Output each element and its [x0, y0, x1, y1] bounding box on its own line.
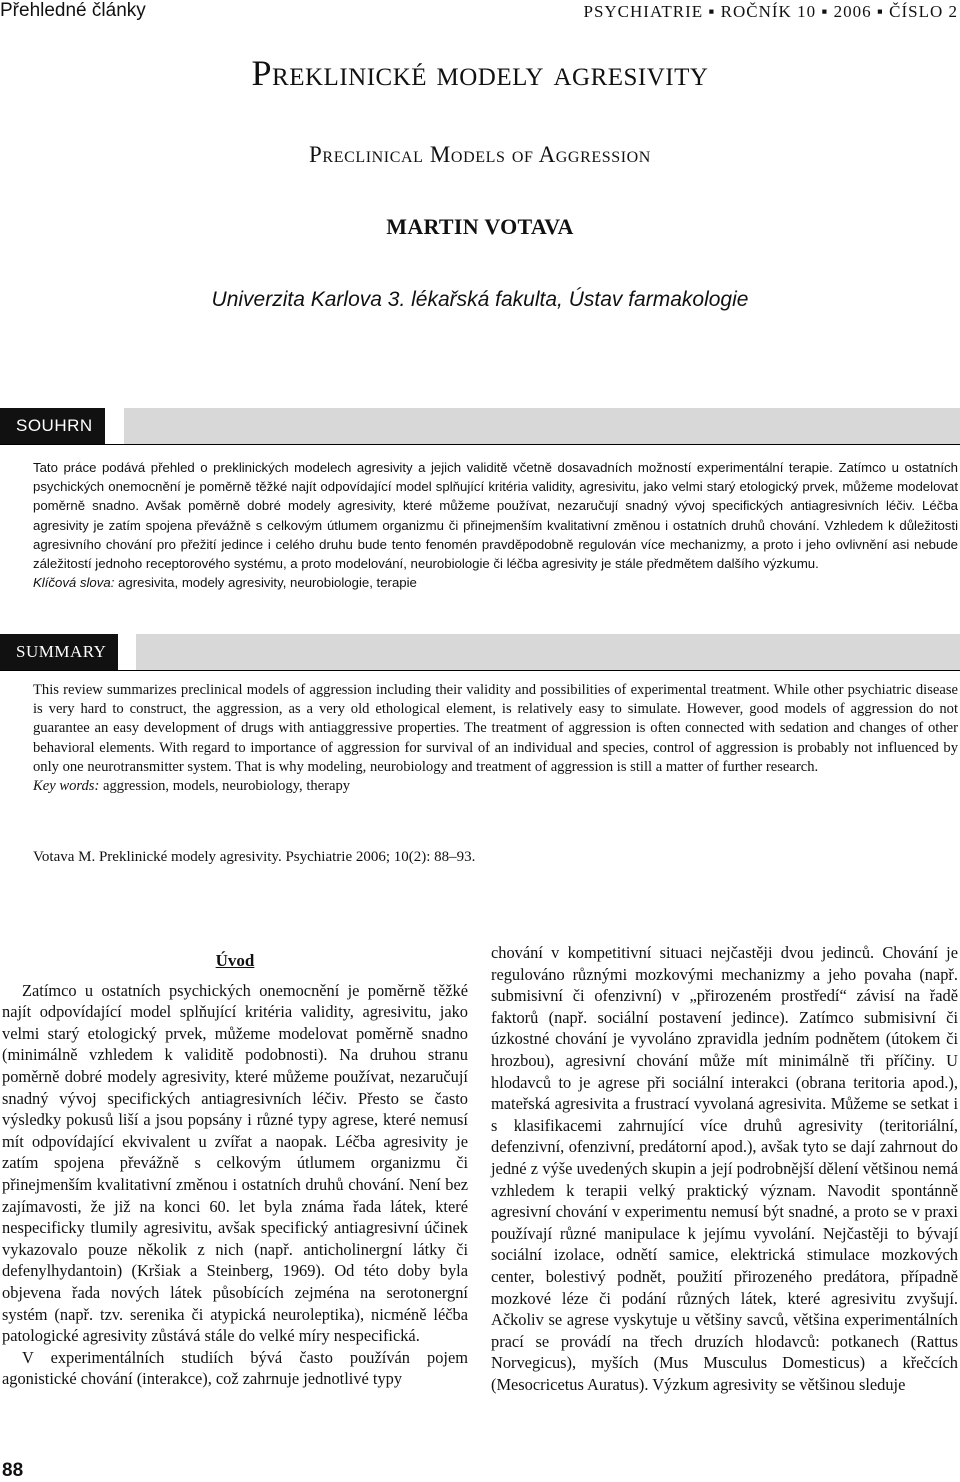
body-left-column	[2, 942, 468, 1390]
summary-label: SUMMARY	[0, 634, 118, 670]
left-paragraph-2: V experimentálních studiích bývá často používán pojem agonistické chování (interakce), což zahrnuje jednotlivé typy	[2, 1347, 468, 1389]
article-title: Preklinické modely agresivity	[251, 53, 709, 93]
affiliation: Univerzita Karlova 3. lékařská fakulta, Ústav farmakologie	[211, 288, 749, 311]
citation: Votava M. Preklinické modely agresivity. Psychiatrie 2006; 10(2): 88–93.	[33, 849, 476, 865]
author-name: MARTIN VOTAVA	[386, 214, 574, 239]
summary-keywords	[33, 777, 958, 796]
summary-bar	[0, 634, 960, 671]
summary-abstract	[33, 681, 958, 796]
article-title-english: Preclinical Models of Aggression	[309, 142, 651, 167]
page-number: 88	[2, 1460, 24, 1481]
souhrn-label: SOUHRN	[0, 408, 105, 444]
souhrn-bar-fill	[124, 408, 960, 444]
souhrn-keywords-label: Klíčová slova:	[33, 575, 115, 591]
souhrn-abstract	[33, 458, 958, 592]
summary-keywords-value: aggression, models, neurobiology, therapy	[103, 778, 351, 795]
souhrn-bar	[0, 408, 960, 445]
section-label: Přehledné články	[0, 0, 146, 21]
left-paragraph-1: Zatímco u ostatních psychických onemocnění je poměrně těžké najít odpovídající model splňující kritéria validity, agresivitu, jako velmi starý etologický prvek, můžeme modelovat poměrně snadno (minimálně vzhledem k validitě podobnosti). Na druhou stranu poměrně dobré modely agresivity, které můžeme používat, nezaručují snadný vývoj specifických antiagresivních léčiv. Přesto se často výsledky pokusů liší a jsou popsány i různé typy agrese, které nemusí mít odpovídající ekvivalent u zvířat a naopak. Léčba agresivity je zatím spojena převážně s celkovým útlumem organizmu či přinejmenším kvalitativní změnou i ostatních druhů chování. Není bez zajímavosti, že již na konci 60. let byla známa řada látek, které nespecificky tlumily agresivitu, avšak specifický antiagresivní účinek vykazovalo pouze několik z nich (např. anticholinergní látky či defenylhydantoin) (Kršiak a Steinberg, 1969). Od této doby byla objevena řada nových látek působících zejména na serotonergní systém (např. tzv. serenika či atypická neuroleptika), nicméně léčba patologické agresivity zůstává stále do velké míry nespecifická.	[2, 980, 468, 1346]
summary-text: This review summarizes preclinical models of aggression including their validity and possibilities of experimental treatment. While other psychiatric disease is very hard to construct, the aggression, as a very old ethological element, is relatively easy to simulate. However, good models of aggression do not guarantee an easy development of drugs with antiaggressive properties. The treatment of aggression is often connected with sedation and changes of other behavioral elements. With regard to importance of aggression for survival of an individual and species, control of aggression is probably not influenced by only one neurotransmitter system. That is why modeling, neurobiology and treatment of aggression is still a matter of further research.	[33, 682, 958, 775]
body-right-column	[491, 942, 958, 1395]
souhrn-keywords-value: agresivita, modely agresivity, neurobiologie, terapie	[118, 575, 417, 591]
right-paragraph-1: chování v kompetitivní situaci nejčastěji dvou jedinců. Chování je regulováno různými mozkovými mechanizmy a jeho povaha (např. submisivní či ofenzivní) v „přirozeném prostředí“ závisí na řadě faktorů (např. sociální postavení jedince). Zatímco submisivní či úzkostné chování je vyvoláno zpravidla jedním podnětem (útokem či hrozbou), agresivní chování může mít minimálně tři příčiny. U hlodavců to je agrese při sociální interakci (obrana teritoria apod.), mateřská agresivita a frustrací vyvolaná agresivita. Můžeme se setkat i s klasifikacemi zahrnující více druhů agresivity (teritoriální, defenzivní, ofenzivní, predátorní apod.), avšak tyto se dají zahrnout do jedné z výše uvedených skupin a její podrobnější dělení většinou nemá vzhledem k terapii velký praktický význam. Navodit spontánně agresivní chování v experimentu nemusí být snadné, a proto se v praxi používají různé manipulace k jejímu vyvolání. Nejčastěji to bývají sociální izolace, odnětí samice, elektrická stimulace mozkových center, bolestivý podnět, použití přirozeného predátora, případně mozkové léze či podání různých látek, které agresivitu zvyšují. Ačkoliv se agrese vyskytuje u většiny savců, většina experimentálních prací se provádí na třech druzích hlodavců: potkanech (Rattus Norvegicus), myších (Mus Musculus Domesticus) a křečcích (Mesocricetus Auratus). Výzkum agresivity se většinou sleduje	[491, 943, 958, 1394]
section-heading: Úvod	[215, 951, 255, 970]
journal-header: PSYCHIATRIE ▪ ROČNÍK 10 ▪ 2006 ▪ ČÍSLO 2	[583, 2, 958, 21]
souhrn-keywords	[33, 573, 958, 592]
summary-bar-fill	[136, 634, 960, 670]
summary-keywords-label: Key words:	[33, 778, 100, 795]
souhrn-text: Tato práce podává přehled o preklinických modelech agresivity a jejich validitě včetně dosavadních možností experimentální terapie. Zatímco u ostatních psychických onemocnění je poměrně těžké najít odpovídající model splňující kritéria validity, agresivitu, jako velmi starý etologický prvek, můžeme modelovat poměrně snadno. Avšak poměrně dobré modely agresivity, které můžeme používat, nezaručují snadný vývoj specifických antiagresivních léčiv. Léčba agresivity je zatím spojena převážně s celkovým útlumem organizmu či přinejmenším kvalitativní změnou i ostatních druhů chování. Vzhledem k důležitosti agresivního chování pro přežití jedince i celého druhu bude tento fenomén pravděpodobně regulován více mechanizmy, a proto i jeho ovlivnění asi nebude záležitostí jednoho receptorového systému, a proto modelování, neurobiologie či léčba agresivity je stále předmětem dalšího výzkumu.	[33, 460, 958, 572]
